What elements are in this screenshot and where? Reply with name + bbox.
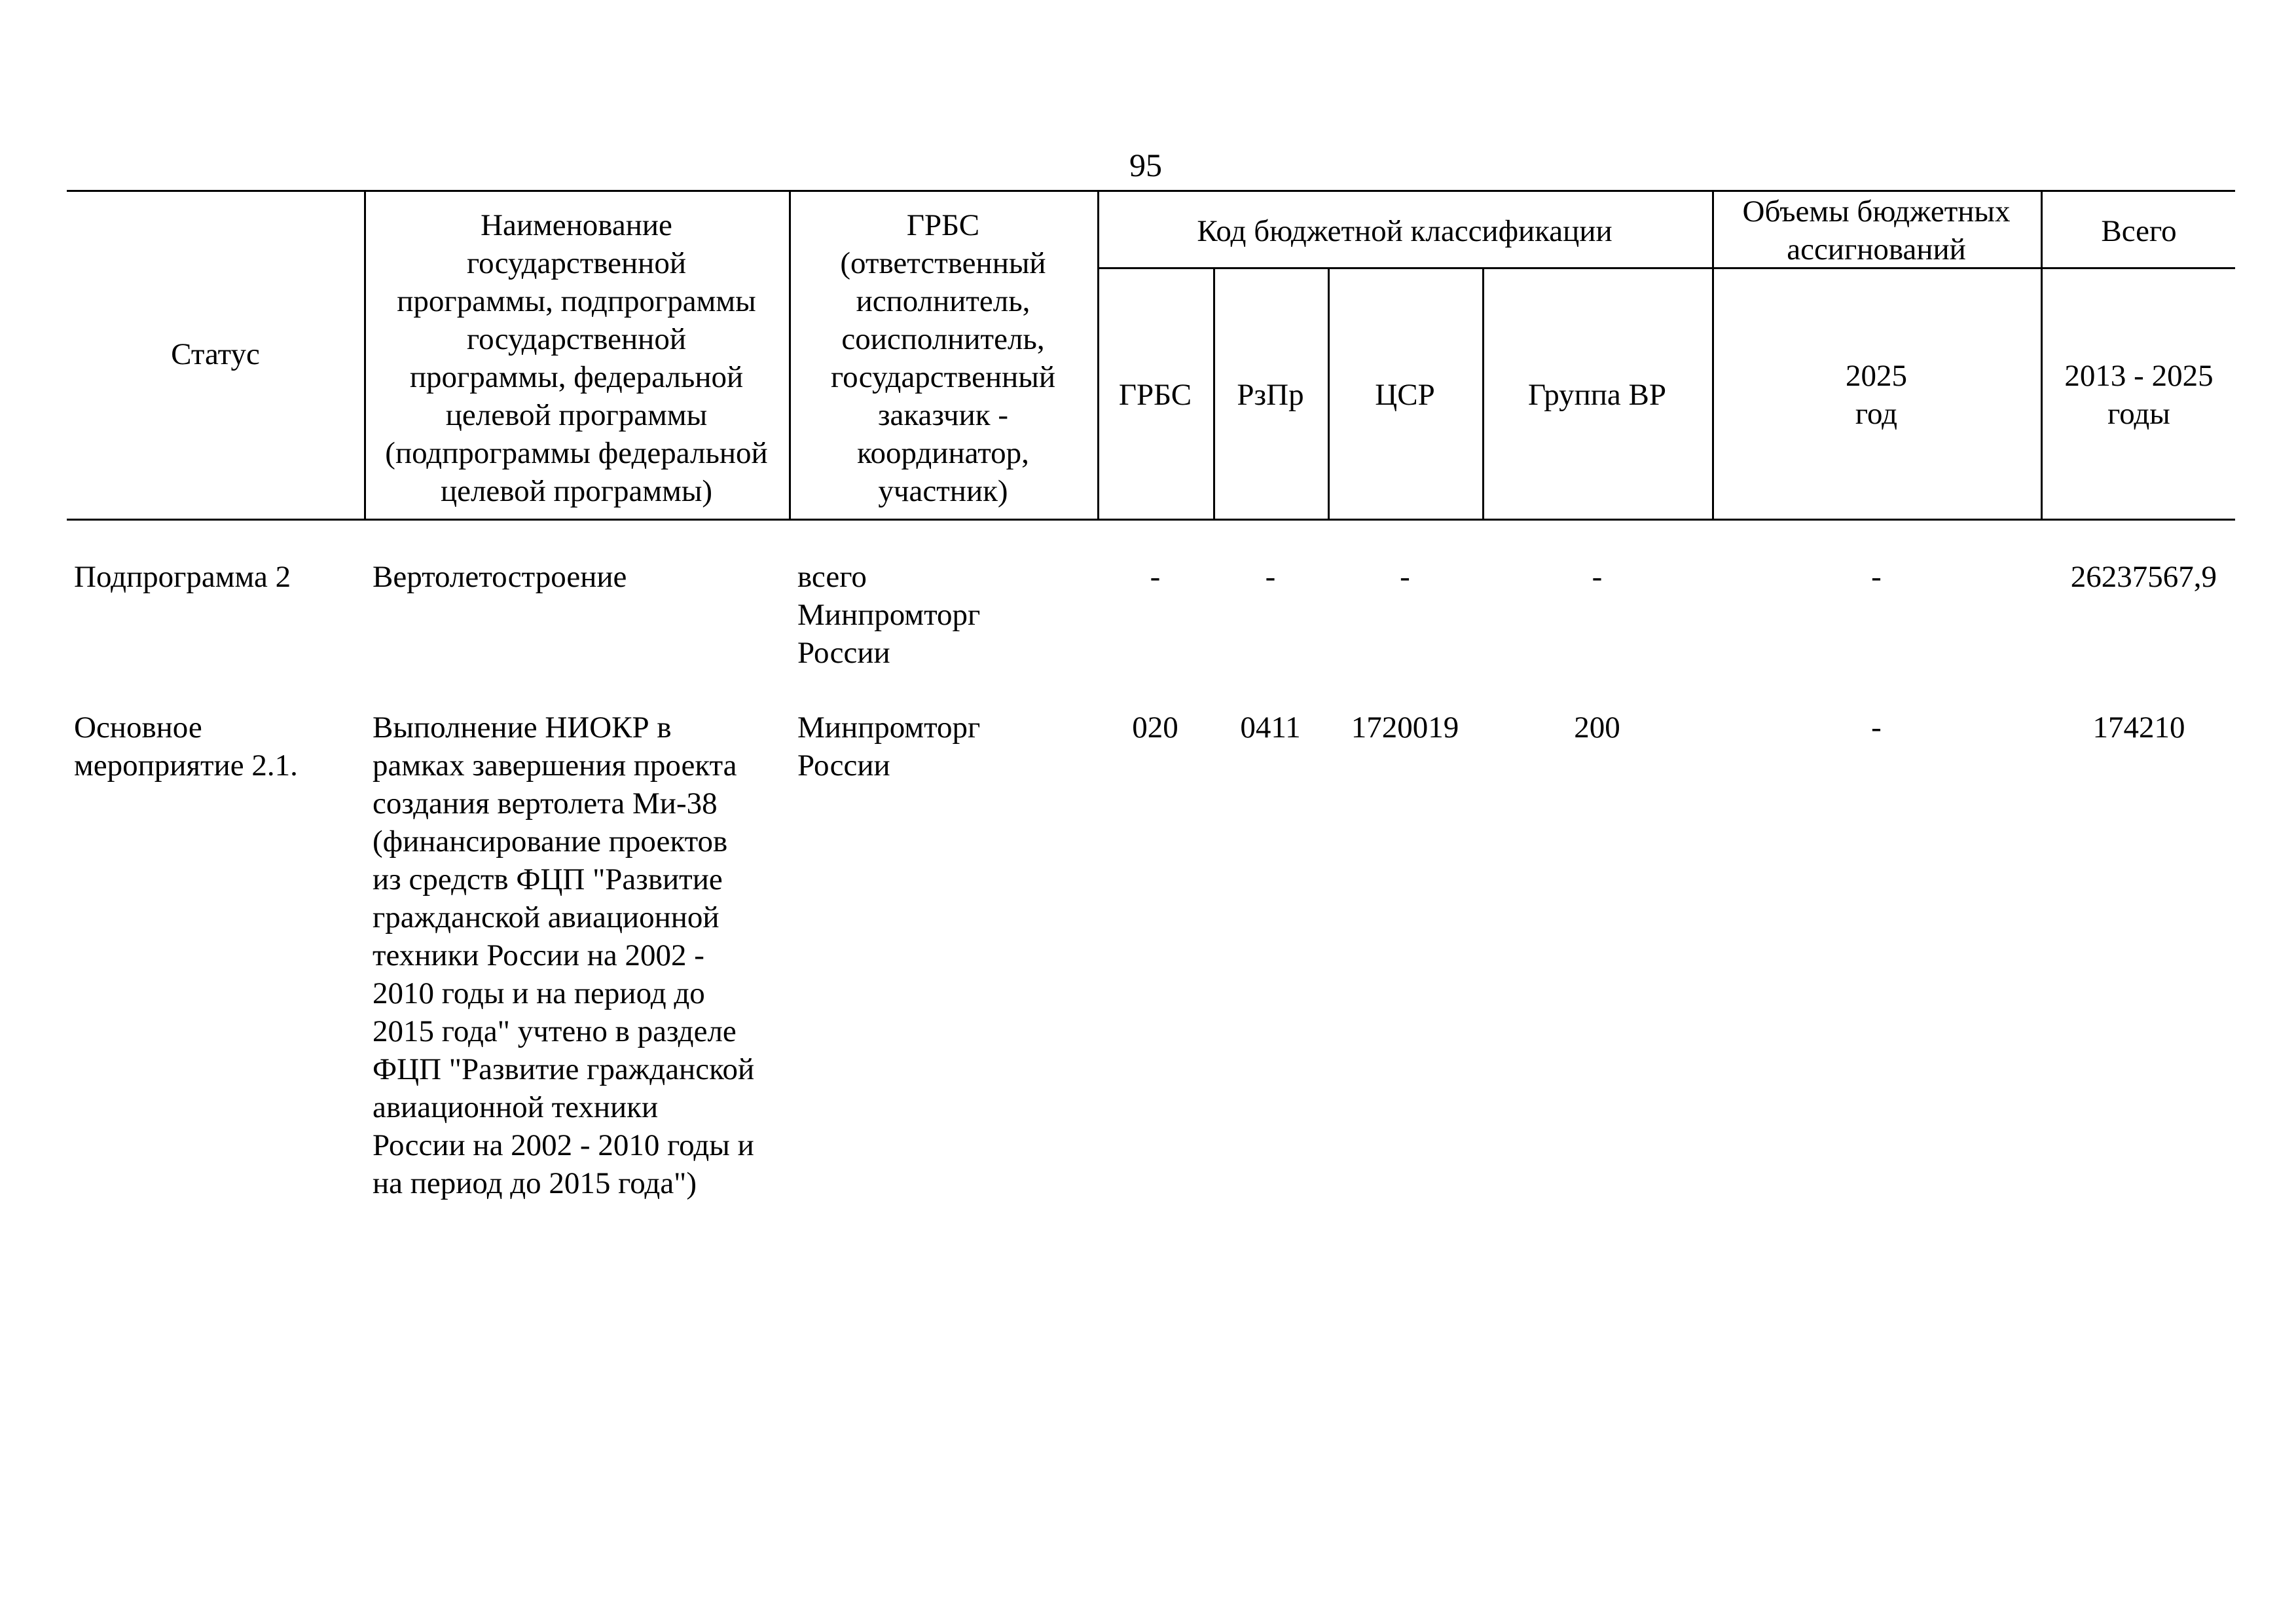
header-year-2025: 2025 год xyxy=(1846,359,1907,431)
row-2-name: Выполнение НИОКР в рамках завершения проекта создания вертолета Ми-38 (финансирование проектов из средств ФЦП "Развитие гражданской авиационной техники России на 2002 - 2010 годы и на период до 2015 года" учтено в разделе ФЦП "Развитие гражданской авиационной техники России на 2002 - 2010 годы и на период до 2015 года") xyxy=(373,710,755,1200)
row-1-2025: - xyxy=(1871,560,1882,594)
row-1-rzpr: - xyxy=(1265,560,1276,594)
row-1-executor: всего Минпромторг России xyxy=(797,560,981,670)
header-subdivider xyxy=(1097,267,2235,269)
row-2-status: Основное мероприятие 2.1. xyxy=(74,710,298,783)
header-vr-group: Группа ВР xyxy=(1528,378,1666,412)
header-volumes: Объемы бюджетных ассигнований xyxy=(1742,194,2011,267)
row-2-vr: 200 xyxy=(1574,710,1620,745)
header-budget-code: Код бюджетной классификации xyxy=(1197,214,1613,248)
row-1-csr: - xyxy=(1400,560,1410,594)
row-2-grbs: 020 xyxy=(1132,710,1178,745)
row-1-grbs: - xyxy=(1150,560,1161,594)
row-1-name: Вертолетостроение xyxy=(373,560,627,594)
header-bottom-border xyxy=(67,519,2235,521)
row-1-status: Подпрограмма 2 xyxy=(74,560,291,594)
row-1-total: 26237567,9 xyxy=(2070,560,2217,594)
row-2-total: 174210 xyxy=(2092,710,2185,745)
page-number: 95 xyxy=(1129,147,1162,183)
header-name: Наименование государственной программы, подпрограммы государственной программы, федеральной целевой программы (подпрограммы федеральной целевой программы) xyxy=(385,208,768,508)
header-grbs-executor: ГРБС (ответственный исполнитель, соисполнитель, государственный заказчик - координатор, участник) xyxy=(830,208,1056,508)
header-status: Статус xyxy=(171,337,260,371)
header-rzpr: РзПр xyxy=(1237,378,1304,412)
header-csr: ЦСР xyxy=(1375,378,1435,412)
row-2-executor: Минпромторг России xyxy=(797,710,981,783)
row-1-vr: - xyxy=(1592,560,1603,594)
table-top-border xyxy=(67,190,2235,192)
row-2-csr: 1720019 xyxy=(1351,710,1459,745)
header-grbs: ГРБС xyxy=(1118,378,1192,412)
header-total: Всего xyxy=(2101,214,2177,248)
row-2-rzpr: 0411 xyxy=(1240,710,1301,745)
header-years-total: 2013 - 2025 годы xyxy=(2064,359,2214,431)
row-2-2025: - xyxy=(1871,710,1882,745)
